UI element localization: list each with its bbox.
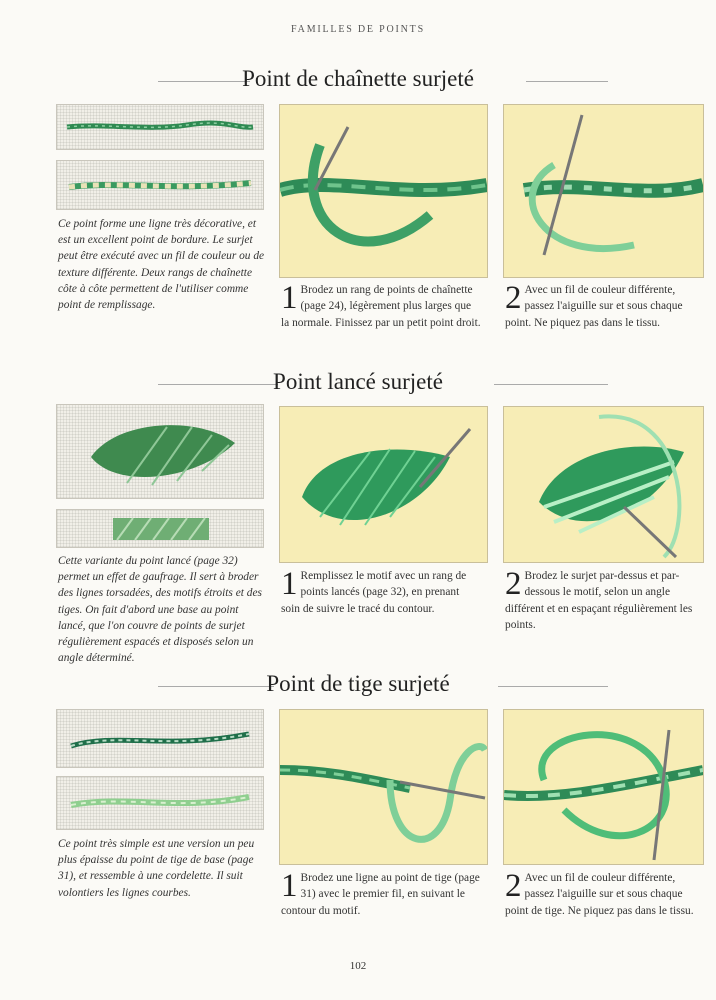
sample-swatch-whipped-chain [56,160,264,210]
section-title: Point lancé surjeté [273,369,443,394]
running-header: FAMILLES DE POINTS [291,24,425,35]
step-text: Brodez une ligne au point de tige (page 31) avec le premier fil, en suivant le contour du motif. [281,872,480,917]
sample-swatch-stem-stitch [56,709,264,768]
step-instruction [505,568,705,634]
satin-leaf-needle-illustration [280,407,487,562]
section-title: Point de chaînette surjeté [242,66,474,91]
step-number: 2 [505,566,522,602]
sample-swatch-band [56,509,264,548]
section-title: Point de tige surjeté [266,671,450,696]
stem-stitch-sample-illustration [57,710,263,767]
step-illustration-1 [279,104,488,278]
step-instruction [505,282,705,331]
title-rule-right [526,81,608,82]
step-illustration-2 [503,406,704,563]
sample-swatch-chain-stitch [56,104,264,150]
step-instruction [281,282,481,331]
step-instruction [281,870,481,919]
whipped-stem-needle-illustration [504,710,703,864]
whipped-straight-band-sample-illustration [57,510,263,547]
step-text: Remplissez le motif avec un rang de points lancés (page 32), en prenant soin de suivre le tracé du contour. [281,570,467,615]
whipped-chain-needle-illustration [504,105,703,277]
step-instruction [505,870,705,919]
step-illustration-1 [279,709,488,865]
step-text: Brodez le surjet par-dessus et par-dessous le motif, selon un angle différent et en espaçant régulièrement les points. [505,570,693,632]
section-caption: Ce point forme une ligne très décorative, et est un excellent point de bordure. Le surjet peut être exécuté avec un fil de couleur ou de texture différente. Deux rangs de chaînette côte à côte permettent de l'utiliser comme point de remplissage. [58,218,265,312]
title-rule-right [498,686,608,687]
whipped-straight-leaf-sample-illustration [57,405,263,498]
whipped-leaf-needle-illustration [504,407,703,562]
page-number: 102 [349,960,367,972]
step-text: Brodez un rang de points de chaînette (page 24), légèrement plus larges que la normale. Finissez par un petit point droit. [281,284,481,329]
step-number: 2 [505,280,522,316]
step-number: 2 [505,868,522,904]
whipped-stem-sample-illustration [57,777,263,829]
step-text: Avec un fil de couleur différente, passez l'aiguille sur et sous chaque point de tige. Ne piquez pas dans le tissu. [505,872,694,917]
step-number: 1 [281,868,298,904]
step-number: 1 [281,566,298,602]
chain-stitch-sample-illustration [57,105,263,149]
chain-stitch-needle-illustration [280,105,487,277]
sample-swatch-whipped-stem [56,776,264,830]
step-instruction [281,568,481,617]
step-illustration-2 [503,709,704,865]
sample-swatch-leaf [56,404,264,499]
step-number: 1 [281,280,298,316]
whipped-chain-sample-illustration [57,161,263,209]
section-caption: Ce point très simple est une version un peu plus épaisse du point de tige de base (page 31), et ressemble à une cordelette. Il suit volontiers les lignes courbes. [58,838,255,899]
section-caption: Cette variante du point lancé (page 32) permet un effet de gaufrage. Il sert à broder des lignes torsadées, des motifs étroits et des tiges. On fait d'abord une base au point lancé, que l'on couvre de points de surjet régulièrement espacés et disposés selon un angle déterminé. [58,555,262,665]
step-text: Avec un fil de couleur différente, passez l'aiguille sur et sous chaque point. Ne piquez pas dans le tissu. [505,284,683,329]
title-rule-right [494,384,608,385]
step-illustration-2 [503,104,704,278]
step-illustration-1 [279,406,488,563]
stem-stitch-needle-illustration [280,710,487,864]
